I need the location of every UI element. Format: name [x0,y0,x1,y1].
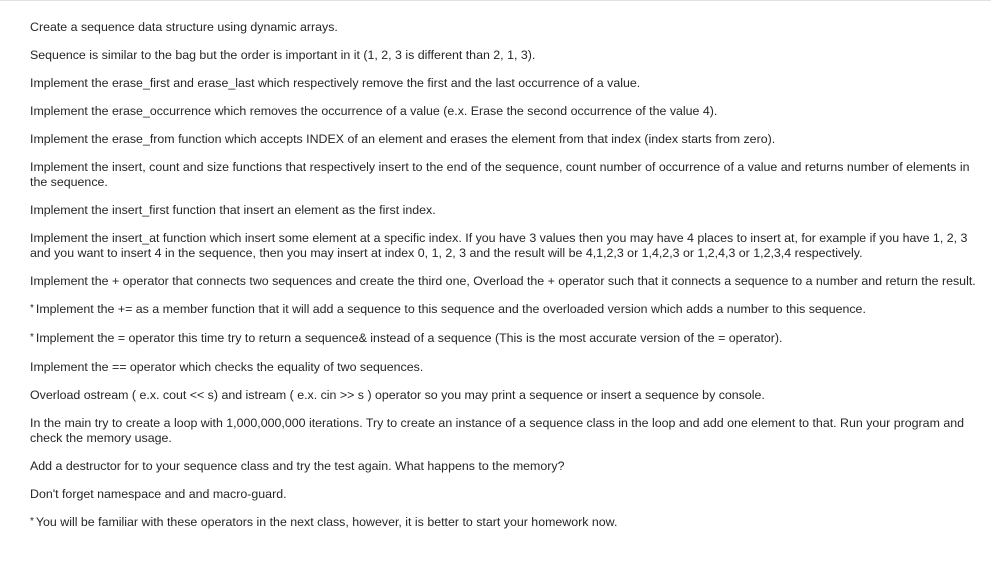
paragraph-insert-at: Implement the insert_at function which insert some element at a specific index. If you have 3 values then you may have 4 places to insert at, for example if you have 1, 2, 3 and you want to insert 4 in the sequence, then you may insert at index 0, 1, 2, 3 and the result will be 4,1,2,3 or 1,4,2,3 or 1,2,4,3 or 1,2,3,4 respectively. [30,231,968,260]
paragraph-erase-from: Implement the erase_from function which accepts INDEX of an element and erases the element from that index (index starts from zero). [30,132,776,146]
paragraph-insert-first: Implement the insert_first function that insert an element as the first index. [30,203,436,217]
paragraph-stream-operators: Overload ostream ( e.x. cout << s) and istream ( e.x. cin >> s ) operator so you may print a sequence or insert a sequence by console. [30,388,765,402]
paragraph-text: You will be familiar with these operators in the next class, however, it is better to start your homework now. [35,515,618,529]
asterisk-marker: * [30,303,34,314]
paragraph-assign-operator [30,331,980,347]
paragraph-text: Implement the = operator this time try to return a sequence& instead of a sequence (This is the most accurate version of the = operator). [35,331,783,345]
paragraph-plus-equals-operator [30,302,980,318]
paragraph-intro: Create a sequence data structure using dynamic arrays. [30,20,338,34]
paragraph-insert-count-size: Implement the insert, count and size functions that respectively insert to the end of the sequence, count number of occurrence of a value and returns number of elements in the sequence. [30,160,970,189]
paragraph-equality-operator: Implement the == operator which checks the equality of two sequences. [30,360,424,374]
asterisk-marker: * [30,332,34,343]
assignment-text [30,20,980,544]
paragraph-footnote [30,515,980,531]
paragraph-erase-first-last: Implement the erase_first and erase_last which respectively remove the first and the last occurrence of a value. [30,76,641,90]
paragraph-destructor: Add a destructor for to your sequence class and try the test again. What happens to the memory? [30,459,565,473]
paragraph-sequence-order: Sequence is similar to the bag but the order is important in it (1, 2, 3 is different than 2, 1, 3). [30,48,536,62]
paragraph-text: Implement the += as a member function that it will add a sequence to this sequence and the overloaded version which adds a number to this sequence. [35,302,866,316]
asterisk-marker: * [30,516,34,527]
paragraph-memory-loop: In the main try to create a loop with 1,000,000,000 iterations. Try to create an instance of a sequence class in the loop and add one element to that. Run your program and check the memory usage. [30,416,965,445]
paragraph-namespace-guard: Don't forget namespace and and macro-guard. [30,487,287,501]
paragraph-erase-occurrence: Implement the erase_occurrence which removes the occurrence of a value (e.x. Erase the second occurrence of the value 4). [30,104,718,118]
paragraph-plus-operator: Implement the + operator that connects two sequences and create the third one, Overload the + operator such that it connects a sequence to a number and return the result. [30,274,976,288]
